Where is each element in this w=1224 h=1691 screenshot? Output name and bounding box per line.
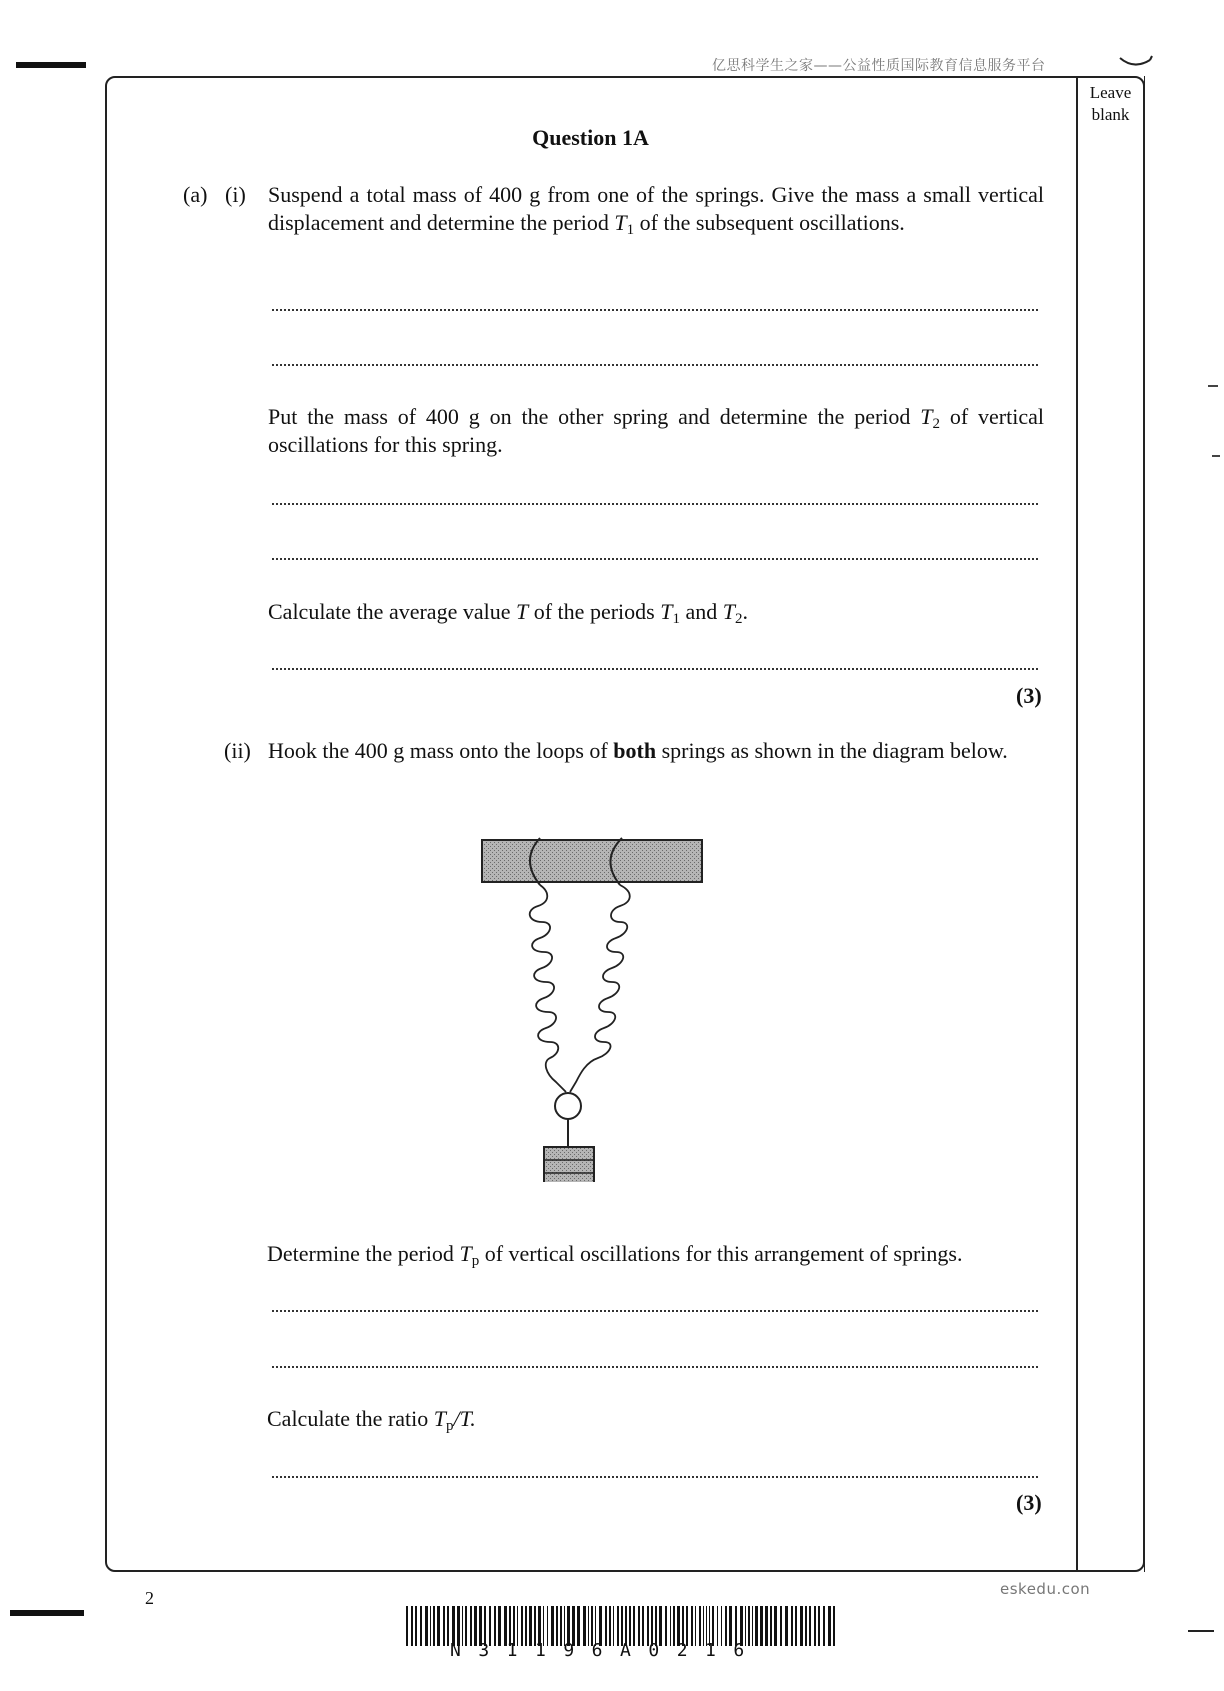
- margin-mark-right-2: [1212, 455, 1220, 457]
- part-ii-marks: (3): [1016, 1490, 1042, 1515]
- answer-line-7[interactable]: [272, 1366, 1038, 1368]
- part-ii-instruction-3: Calculate the ratio $T_p/T$.: [267, 1406, 476, 1434]
- barcode-bar: [785, 1606, 788, 1646]
- part-ii-instruction-2: Determine the period $T_p$ of vertical oscillations for this arrangement of springs.: [267, 1241, 963, 1269]
- margin-mark-bottom-left: [10, 1610, 84, 1616]
- barcode-bar: [447, 1606, 449, 1646]
- leave-blank-label: Leave blank: [1089, 83, 1132, 124]
- answer-line-4[interactable]: [272, 558, 1038, 560]
- ring-connector: [555, 1093, 581, 1119]
- barcode-bar: [791, 1606, 793, 1646]
- part-i-instruction-3: Calculate the average value T of the periods $T_1$ and $T_2$.: [268, 599, 748, 627]
- part-i-label: (i): [225, 182, 246, 207]
- answer-line-3[interactable]: [272, 503, 1038, 505]
- barcode-bar: [411, 1606, 413, 1646]
- barcode-bar: [818, 1606, 820, 1646]
- slotted-mass: [544, 1147, 594, 1182]
- barcode-bar: [406, 1606, 408, 1646]
- page-number: 2: [145, 1588, 154, 1608]
- answer-frame: [105, 76, 1145, 1572]
- answer-line-8[interactable]: [272, 1476, 1038, 1478]
- barcode-bar: [770, 1606, 772, 1646]
- margin-mark-right-1: [1208, 385, 1218, 387]
- barcode-bar: [828, 1606, 831, 1646]
- barcode-bar: [443, 1606, 445, 1646]
- barcode-bar: [823, 1606, 825, 1646]
- barcode-bar: [774, 1606, 777, 1646]
- part-i-marks: (3): [1016, 683, 1042, 708]
- barcode-bar: [795, 1606, 797, 1646]
- watermark-bottom: eskedu.con: [1000, 1580, 1091, 1598]
- barcode-bar: [809, 1606, 811, 1646]
- part-ii-instruction-1: Hook the 400 g mass onto the loops of both springs as shown in the diagram below.: [268, 738, 1008, 763]
- answer-line-5[interactable]: [272, 668, 1038, 670]
- barcode-bar: [780, 1606, 782, 1646]
- leave-blank-column: [1076, 76, 1145, 1572]
- part-ii-label: (ii): [224, 738, 251, 763]
- part-i-instruction-2: Put the mass of 400 g on the other spring and determine the period $T_2$ of vertical oscillations for this spring.: [268, 404, 1044, 457]
- barcode-bar: [833, 1606, 835, 1646]
- left-spring: [530, 885, 566, 1092]
- answer-line-2[interactable]: [272, 364, 1038, 366]
- part-i-instruction-1: Suspend a total mass of 400 g from one of the springs. Give the mass a small vertical displacement and determine the period $T_1$ of the subsequent oscillations.: [268, 182, 1044, 238]
- barcode-bar: [415, 1606, 417, 1646]
- barcode-label: N31196A0216: [450, 1640, 762, 1661]
- answer-line-1[interactable]: [272, 309, 1038, 311]
- part-a-label: (a): [183, 182, 208, 207]
- barcode-bar: [420, 1606, 422, 1646]
- barcode-bar: [814, 1606, 816, 1646]
- barcode-bar: [765, 1606, 768, 1646]
- barcode-bar: [433, 1606, 435, 1646]
- question-title: Question 1A: [532, 125, 649, 150]
- spring-diagram: [470, 830, 720, 1182]
- margin-mark-top-left: [16, 62, 86, 68]
- barcode-bar: [437, 1606, 440, 1646]
- watermark-top: 亿思科学生之家——公益性质国际教育信息服务平台: [712, 58, 1046, 74]
- barcode-bar: [800, 1606, 803, 1646]
- right-spring: [570, 885, 630, 1092]
- support-bar: [482, 840, 702, 882]
- answer-line-6[interactable]: [272, 1310, 1038, 1312]
- barcode-bar: [805, 1606, 807, 1646]
- corner-tick-icon: [1118, 54, 1154, 72]
- margin-mark-bottom-right: [1188, 1630, 1214, 1632]
- barcode-bar: [425, 1606, 428, 1646]
- barcode-bar: [430, 1606, 431, 1646]
